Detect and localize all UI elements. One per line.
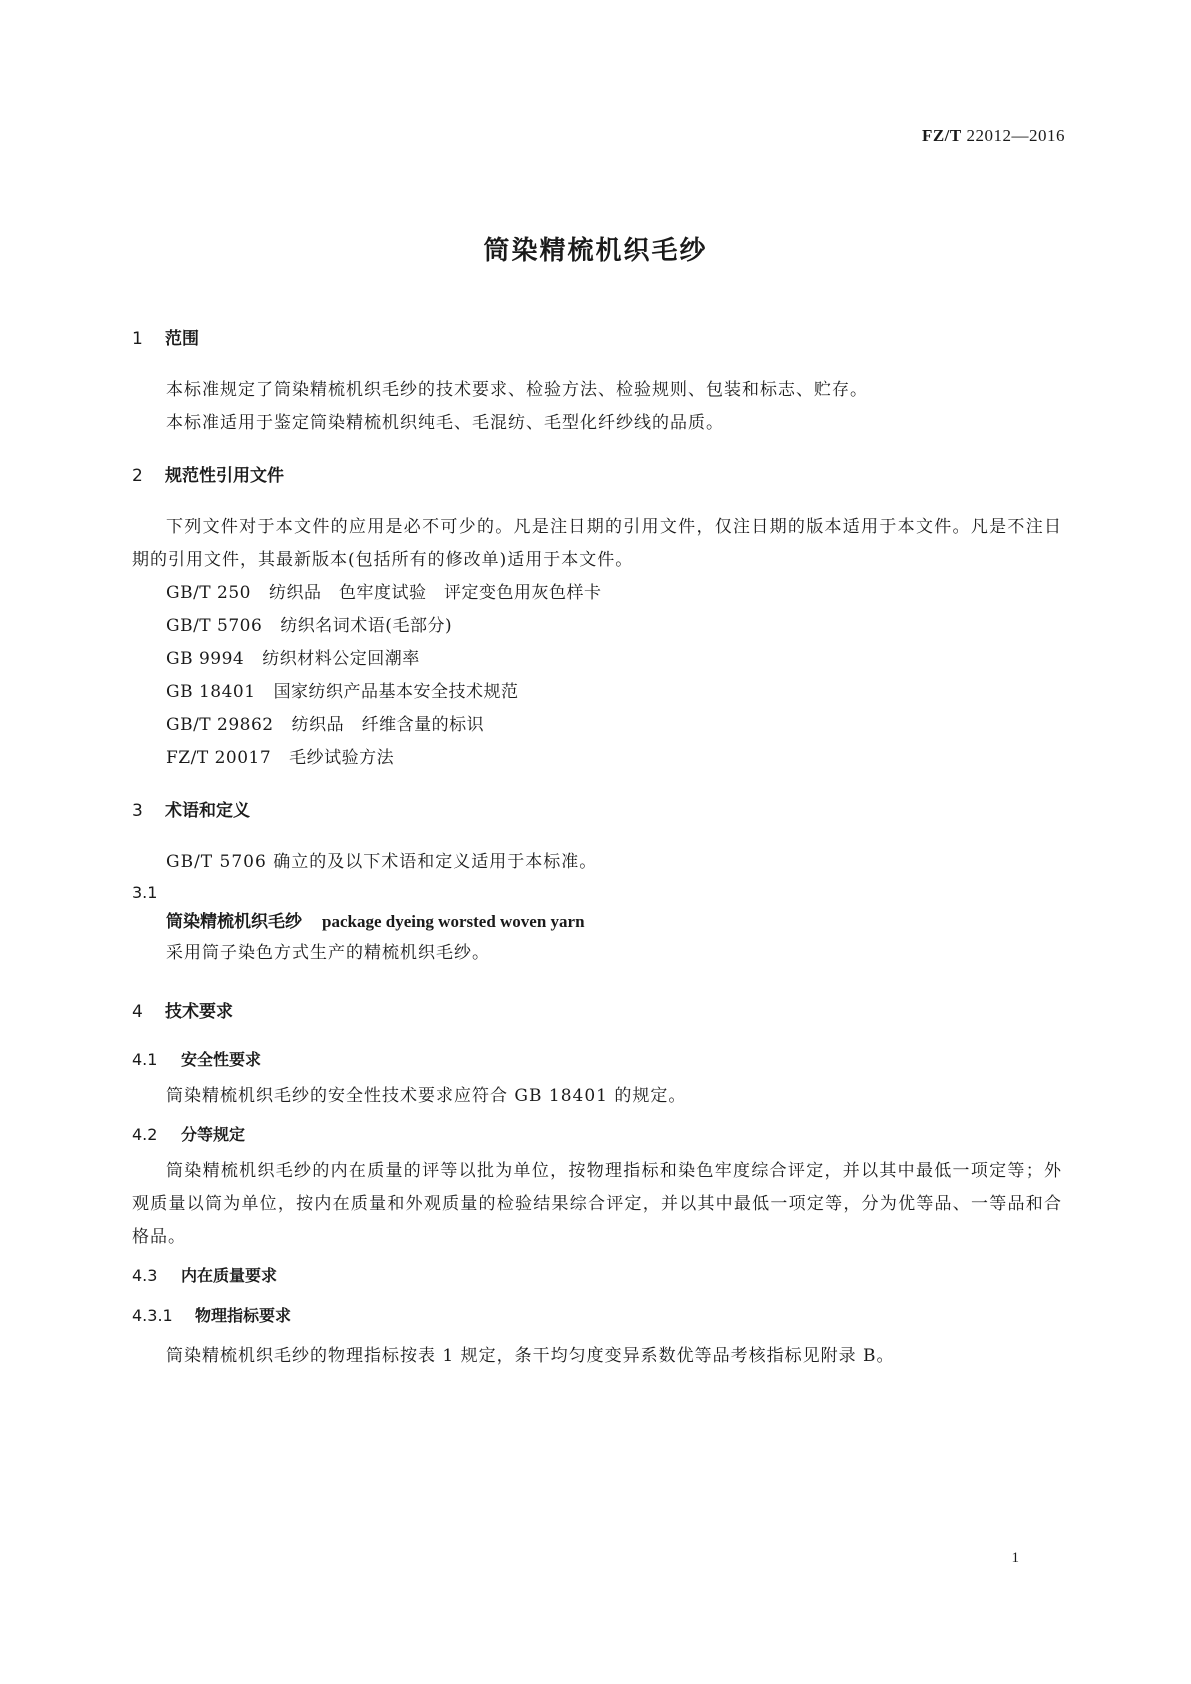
- section-title: 规范性引用文件: [165, 466, 284, 486]
- reference-list: [132, 577, 1062, 775]
- reference-item: [132, 643, 1062, 676]
- reference-title: 国家纺织产品基本安全技术规范: [273, 682, 519, 702]
- document-body: [132, 325, 1062, 1373]
- terms-intro: GB/T 5706 确立的及以下术语和定义适用于本标准。: [166, 852, 598, 872]
- standard-code: [922, 126, 1065, 146]
- reference-title: 纺织品 纤维含量的标识: [291, 715, 485, 735]
- reference-code: GB 18401: [166, 682, 256, 702]
- term-number: 3.1: [132, 883, 158, 902]
- section-4-3-1-heading: [132, 1302, 1062, 1330]
- reference-title: 毛纱试验方法: [289, 748, 395, 768]
- scope-paragraph-2: 本标准适用于鉴定筒染精梳机织纯毛、毛混纺、毛型化纤纱线的品质。: [166, 413, 724, 433]
- grading-paragraph: 筒染精梳机织毛纱的内在质量的评等以批为单位，按物理指标和染色牢度综合评定，并以其中最低一项定等；外观质量以筒为单位，按内在质量和外观质量的检验结果综合评定，并以其中最低一项定等，分为优等品、一等品和合格品。: [132, 1161, 1062, 1247]
- section-3-heading: [132, 797, 1062, 825]
- safety-paragraph: 筒染精梳机织毛纱的安全性技术要求应符合 GB 18401 的规定。: [166, 1086, 687, 1106]
- section-4-2-heading: [132, 1121, 1062, 1149]
- section-title: 内在质量要求: [181, 1266, 278, 1285]
- section-number: 4.1: [132, 1050, 158, 1069]
- reference-code: FZ/T 20017: [166, 748, 272, 768]
- section-title: 物理指标要求: [195, 1306, 292, 1325]
- term-name-en: package dyeing worsted woven yarn: [322, 912, 585, 931]
- references-intro: 下列文件对于本文件的应用是必不可少的。凡是注日期的引用文件，仅注日期的版本适用于本文件。凡是不注日期的引用文件，其最新版本(包括所有的修改单)适用于本文件。: [132, 517, 1062, 570]
- section-4-1-heading: [132, 1046, 1062, 1074]
- section-title: 术语和定义: [165, 801, 250, 821]
- section-number: 4.2: [132, 1125, 158, 1144]
- reference-code: GB/T 29862: [166, 715, 274, 735]
- reference-item: [132, 742, 1062, 775]
- section-4-3-heading: [132, 1262, 1062, 1290]
- term-definition: 采用筒子染色方式生产的精梳机织毛纱。: [166, 943, 490, 963]
- section-number: 2: [132, 466, 143, 486]
- page-number: 1: [1011, 1550, 1019, 1566]
- standard-number: 22012—2016: [966, 126, 1065, 145]
- term-name-zh: 筒染精梳机织毛纱: [166, 912, 302, 932]
- scope-paragraph-1: 本标准规定了筒染精梳机织毛纱的技术要求、检验方法、检验规则、包装和标志、贮存。: [166, 380, 868, 400]
- section-2-heading: [132, 462, 1062, 490]
- section-number: 4.3.1: [132, 1306, 173, 1325]
- section-number: 1: [132, 329, 143, 349]
- reference-title: 纺织材料公定回潮率: [262, 649, 420, 669]
- reference-item: [132, 676, 1062, 709]
- reference-item: [132, 709, 1062, 742]
- section-title: 分等规定: [181, 1125, 246, 1144]
- reference-code: GB/T 5706: [166, 616, 263, 636]
- section-number: 4.3: [132, 1266, 158, 1285]
- section-1-heading: [132, 325, 1062, 353]
- section-number: 4: [132, 1002, 143, 1022]
- reference-item: [132, 610, 1062, 643]
- section-number: 3: [132, 801, 143, 821]
- section-title: 安全性要求: [181, 1050, 262, 1069]
- section-4-heading: [132, 998, 1062, 1026]
- reference-title: 纺织品 色牢度试验 评定变色用灰色样卡: [269, 583, 602, 603]
- standard-prefix: FZ/T: [921, 126, 962, 145]
- physical-indicators-paragraph: 筒染精梳机织毛纱的物理指标按表 1 规定，条干均匀度变异系数优等品考核指标见附录 B。: [166, 1346, 895, 1366]
- reference-code: GB 9994: [166, 649, 245, 669]
- section-title: 范围: [165, 329, 199, 349]
- section-title: 技术要求: [165, 1002, 233, 1022]
- document-title: 筒染精梳机织毛纱: [483, 236, 708, 266]
- reference-item: [132, 577, 1062, 610]
- reference-title: 纺织名词术语(毛部分): [280, 616, 453, 636]
- term-name: [132, 907, 1062, 937]
- reference-code: GB/T 250: [166, 583, 251, 603]
